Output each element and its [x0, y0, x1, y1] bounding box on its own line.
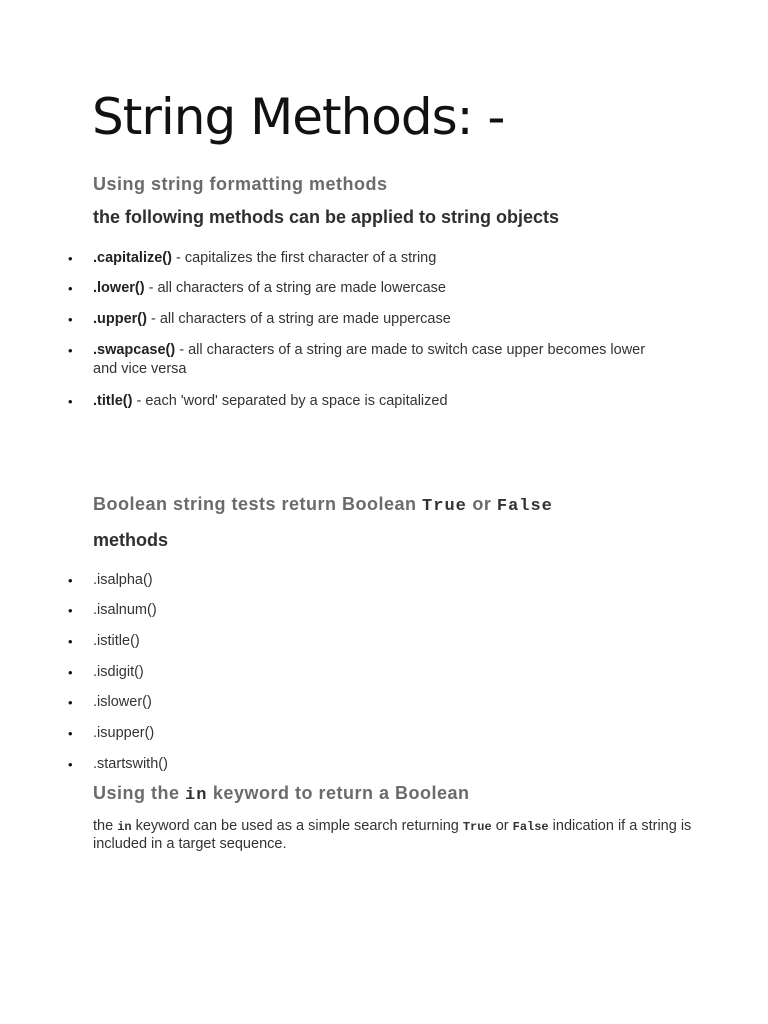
list-item: • .isalpha(): [93, 571, 693, 590]
code-in: in: [117, 820, 132, 834]
list-item: • .isalnum(): [93, 601, 693, 620]
section-subheading-boolean: methods: [93, 530, 169, 550]
list-item: [93, 310, 693, 329]
list-item: [93, 279, 693, 298]
section-heading-in-keyword: [93, 783, 469, 805]
method-name: .capitalize(): [93, 250, 172, 266]
in-keyword-paragraph: [93, 818, 693, 853]
code-true: True: [462, 820, 492, 834]
code-in: in: [185, 786, 208, 805]
heading-text: or: [466, 494, 497, 514]
heading-text: Boolean string tests return Boolean: [93, 494, 423, 514]
code-false: False: [512, 820, 549, 834]
paragraph-text: the: [93, 818, 118, 834]
list-item: • .isupper(): [93, 724, 693, 743]
heading-text: Using the: [93, 783, 186, 803]
list-item: [93, 392, 693, 411]
list-item: • .startswith(): [93, 755, 693, 774]
page-title: String Methods: -: [92, 88, 505, 146]
method-name: .title(): [93, 393, 133, 409]
section-subheading-formatting: the following methods can be applied to string objects: [93, 207, 560, 227]
list-item: • .isdigit(): [93, 663, 693, 682]
section-heading-boolean: [93, 494, 553, 516]
heading-text: keyword to return a Boolean: [207, 783, 470, 803]
method-description: - all characters of a string are made uppercase: [146, 311, 451, 327]
code-true: True: [422, 497, 467, 516]
paragraph-text: or: [491, 818, 513, 834]
method-name: .upper(): [93, 311, 147, 327]
code-false: False: [496, 497, 553, 516]
method-name: .lower(): [93, 280, 145, 296]
method-description: - each 'word' separated by a space is capitalized: [132, 393, 448, 409]
list-item: • .islower(): [93, 693, 693, 712]
method-name: .swapcase(): [93, 342, 176, 358]
method-description: - all characters of a string are made to switch case upper becomes lower and vice versa: [93, 342, 646, 377]
method-description: - capitalizes the first character of a string: [171, 250, 437, 266]
list-item: [93, 341, 668, 379]
list-item: [93, 249, 693, 268]
paragraph-text: indication if a string is included in a target sequence.: [93, 818, 692, 852]
list-item: • .istitle(): [93, 632, 693, 651]
section-heading-formatting: Using string formatting methods: [93, 174, 388, 194]
method-description: - all characters of a string are made lowercase: [144, 280, 446, 296]
paragraph-text: keyword can be used as a simple search returning: [131, 818, 463, 834]
